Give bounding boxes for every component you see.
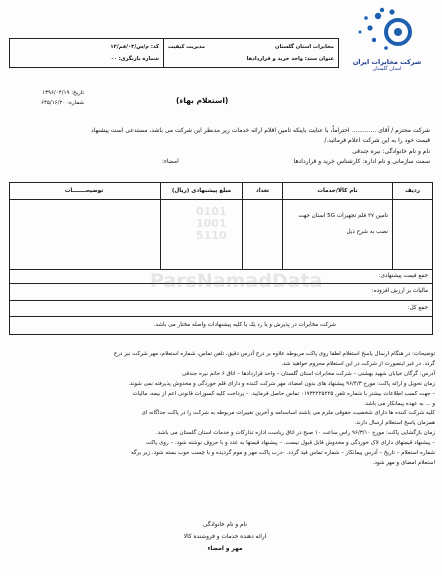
note-line: گردد. در غیر اینصورت از شرکت در این استعلام محروم خواهید شد. [281, 360, 435, 367]
contact-name: نام و نام خانوادگی: نیره جندقی [352, 148, 430, 155]
col-price: مبلغ پیشنهادی (ریال) [160, 183, 242, 199]
desc-cell [8, 200, 160, 269]
note-line: توضیحات: در هنگام ارسال پاسخ استعلام لطفا روی پاکت مربوطه علاوه بر درج آدرس دقیق، تلفن تماس، شماره استعلام، مهر شرکت نیز درج [113, 351, 435, 357]
logo-subtitle: استان گلستان [372, 66, 402, 72]
note-line: – جهت کسب اطلاعات بیشتر با شماره تلفن ۰۱۷۳۲۲۲۵۲۲۵ تماس حاصل فرمایید. – پرداخت کلیه کسورات قانونی اعم از بیمه، مالیات [132, 390, 435, 397]
vat-label: مالیات بر ارزش افزوده: [371, 288, 428, 294]
number-line: شماره: ۶۴۵/۱۶/۲۰ [41, 100, 84, 106]
table-footer-row [10, 317, 432, 335]
note-line: – پیشنهاد قیمتهای دارای لاک خوردگی و مخدوش قابل قبول نیست. – پیشنهاد قیمتها به عدد و با حروف نوشته شود. – روی پاکت [146, 440, 435, 447]
header-code-cell [10, 39, 163, 67]
signoff-name: نام و نام خانوادگی [202, 522, 247, 528]
intro-line-2: قیمت خود را به این شرکت اعلام فرمائید./ [324, 137, 430, 144]
logo-caption [352, 58, 422, 72]
date-line: تاریخ: ۱۳۹۶/۰۴/۱۹ [42, 90, 84, 96]
grand-total-row [10, 301, 432, 317]
table-footer-note: شرکت مخابرات در پذیرش و یا رد یک یا کلیه پیشنهادات واصله مختار می باشد. [153, 322, 336, 328]
col-desc: توضیحـــــــات [64, 188, 104, 194]
note-line: کلیه شرکت کننده ها دارای شخصیت حقوقی ملزم می باشند اساسنامه و آخرین تغییرات مربوطه به شرکت را در پاکت جداگانه ای [141, 410, 435, 417]
item-cell [282, 200, 392, 269]
note-line: و ... به عهده پیمانکار می باشد. [363, 400, 435, 407]
row-number-cell [392, 200, 432, 269]
note-line: شماره استعلام – تاریخ – آدرس پیمانکار – شماره تماس قید گردد. –درب پاکت مهر و موم گردیده و با چسب خوب بسته شود. زیر برگه [131, 450, 435, 457]
total-label: جمع قیمت پیشنهادی: [378, 273, 428, 279]
signature-label: امضاء: [162, 158, 179, 165]
signoff-provider: ارائه دهنده خدمات و فروشنده کالا [183, 534, 267, 540]
qty-cell [242, 200, 282, 269]
contact-position-row [12, 157, 430, 166]
item-line-1: تامین ۲۷ قلم تجهیزات 5G استان جهت [298, 213, 388, 219]
note-line: استعلام امضای و مهر شود. [372, 459, 435, 466]
contact-position: سمت سازمانی و نام اداره: کارشناس خرید و قراردادها [293, 158, 430, 165]
header-org-cell [163, 39, 338, 67]
grand-total-label: جمع کل: [407, 305, 428, 311]
header-unit: مدیریت کیفیت [168, 44, 206, 50]
header-doc-title: عنوان سند: واحد خرید و قراردادها [246, 56, 334, 62]
note-line: زمان بازگشایی پاکت: مورخ ۹۶/۳/۱۰ راس ساعت ۱۰ صبح در اتاق ریاست اداره تدارکات و خدمات استان گلستان می باشد. [156, 430, 435, 437]
intro-line-1: شرکت محترم / آقای ............. احتراماً، با عنایت باینکه تامین اقلام ارائه خدمات زیر مدنظر این شرکت می باشد، مستدعی است پیشنهاد [90, 127, 430, 134]
note-line: آدرس: گرگان خیابان شهید بهشتی – شرکت مخابرات استان گلستان – واحد قراردادها – اتاق ۶ خانم نیره جندقی [182, 370, 435, 377]
header-code: کد: م/س/۰۳/فم/۱۲ [110, 44, 159, 50]
col-item: نام کالا/خدمات [282, 183, 392, 199]
col-row: ردیف [392, 183, 432, 199]
item-line-2: نصب به شرح ذیل [346, 229, 388, 235]
notes-section [9, 350, 435, 469]
logo-company-name: شرکت مخابرات ایران [352, 58, 422, 66]
signoff-seal: مهر و امضاء [207, 546, 243, 552]
watermark-brand: ParsNamadData [150, 270, 323, 292]
note-line: زمان تحویل و ارائه پاکت: مورخ ۹۶/۴/۳ پیشنهاد های بدون امضاء، مهر شرکت کننده و دارای قلم خوردگی و مخدوش پذیرفته نمی شوند. [128, 380, 435, 387]
table-header-row [10, 183, 432, 200]
header-revision: شماره بازنگری: ۰۰ [110, 56, 159, 62]
header-org: مخابرات استان گلستان [275, 44, 334, 50]
note-line: همزمان پاسخ استعلام ارسال دارند. [354, 420, 435, 427]
page-title: (استعلام بهاء) [176, 96, 229, 105]
document-header [9, 38, 339, 68]
watermark-phone: 0101 1001 5110 [196, 205, 227, 242]
col-qty: تعداد [242, 183, 282, 199]
